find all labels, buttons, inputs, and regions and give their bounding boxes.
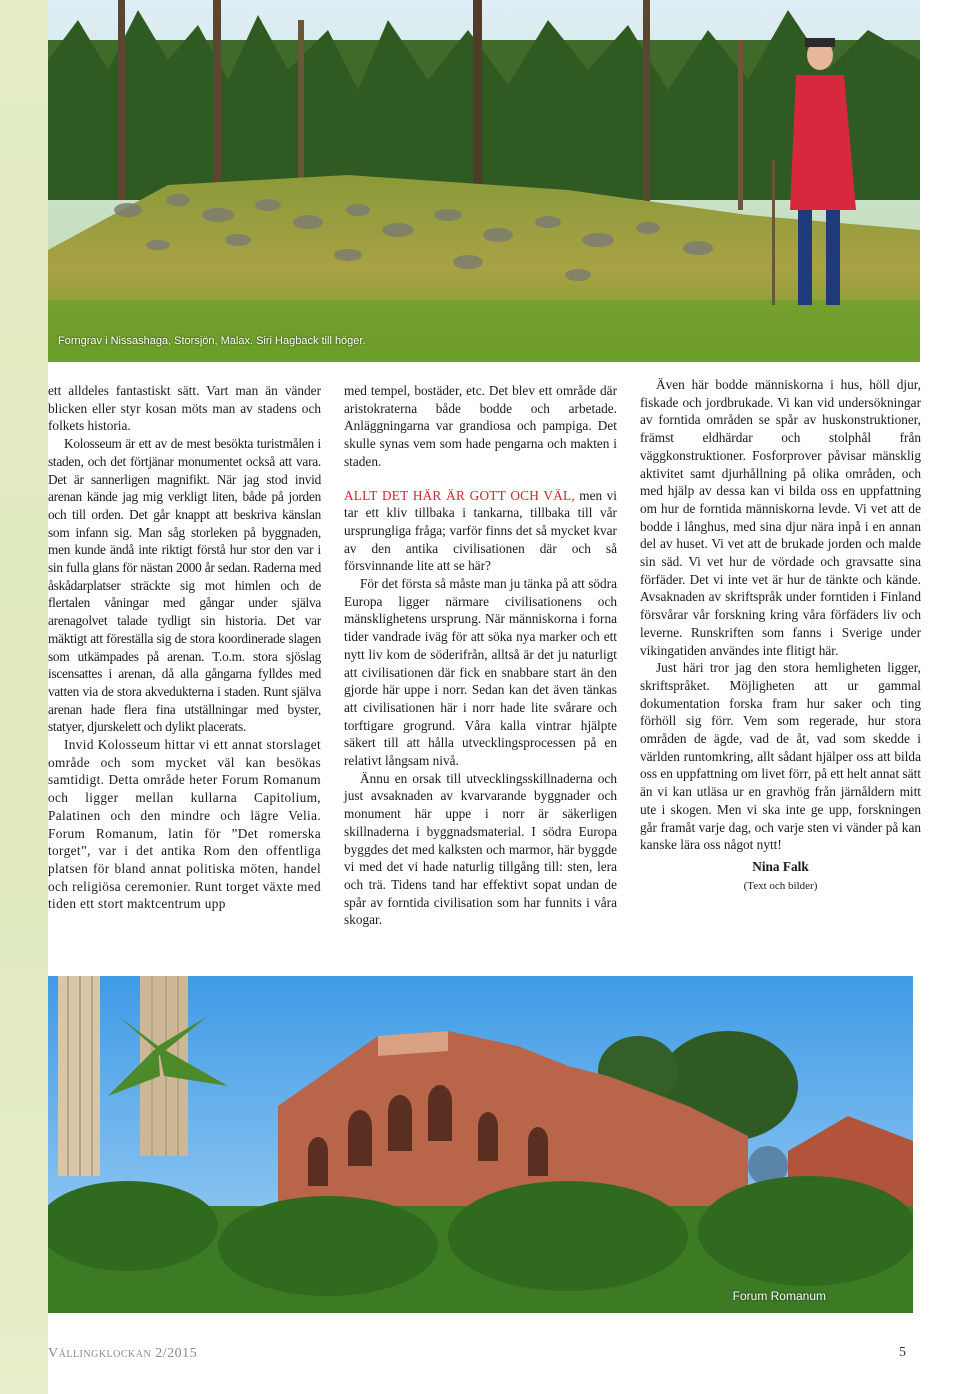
section-lead-in: ALLT DET HÄR ÄR GOTT OCH VÄL, xyxy=(344,487,575,503)
col1-paragraph-1: ett alldeles fantastiskt sätt. Vart man än vänder blicken eller styr kosan möts man av stadens och folkets historia. xyxy=(48,383,321,434)
col3-paragraph-1: Även här bodde människorna i hus, höll djur, fiskade och jordbrukade. Vi kan vid undersökningar av forntida områden se spår av huskonstruktioner, främst eldhärdar och stolphål från väggkonstruktioner. Fosforprover påvisar mänsklig aktivitet samt djurhållning på olika områden, och med hjälp av dessa kan vi bilda oss en uppfattning om hur de forntida människorna levde. Vi vet att de bodde i långhus, med sina djur nära inpå i en annan del av huset. Vi vet att de brukade jorden och malde sin säd. Vi vet hur de vördade och gravsatte sina förfäder. Det vi inte vet är hur de tänkte och kände. Avsaknaden av skriftspråk under forntiden i Finland försvårar vår forskning kring våra förfäders liv och leverne. Runskriften som fanns i Sverige under vikingatiden användes inte flitigt här. xyxy=(640,377,921,658)
col1-paragraph-3: Invid Kolosseum hittar vi ett annat storslaget område och som mycket väl kan besökas samtidigt. Detta område heter Forum Romanum och ligger mellan kullarna Capitolium, Palatinen och den mindre och lägre Velia. Forum Romanum, latin för ”Det romerska torget”, var i det antika Rom den offentliga platsen för bland annat politiska möten, handel och religiösa ceremonier. Runt torget växte med tiden ett stort maktcentrum upp xyxy=(48,737,321,912)
top-photo-caption: Forngrav i Nissashaga, Storsjön, Malax. Siri Hagback till höger. xyxy=(58,335,366,347)
col3-paragraph-2: Just häri tror jag den stora hemligheten ligger, skriftspråket. Möjligheten att ur gammal dokumentation forska fram hur saker och ting förhöll sig förr. Vem som regerade, hur stora områden de ägde, vad de åt, vad som skedde i världen runtomkring, allt sådant hjälper oss att bilda oss en uppfattning om livet förr, på ett helt annat sätt än vi kan utläsa ur en gravhög från järnåldern mitt ute i skogen. Men vi ska inte ge upp, forskningen går framåt varje dag, och varje sten vi vänder på kan kanske lära oss något nytt! xyxy=(640,660,921,853)
col2-paragraph-1: med tempel, bostäder, etc. Det blev ett område där aristokraterna både bodde och arbetade. Anläggningarna var grandiosa och pampiga. Det skulle synas vem som hade pengarna och makten i staden. xyxy=(344,383,617,469)
left-margin-band xyxy=(0,0,48,1394)
col2-paragraph-2: ALLT DET HÄR ÄR GOTT OCH VÄL, men vi tar ett kliv tillbaka i tankarna, tillbaka till vår ursprungliga fråga; varför finns det så mycket kvar av den antika civilisationen där och så försvinnande lite att se här? xyxy=(344,487,617,574)
text-column-1 xyxy=(48,382,321,913)
author-credit: (Text och bilder) xyxy=(743,879,818,892)
author-name: Nina Falk xyxy=(752,858,809,874)
bottom-photo-caption: Forum Romanum xyxy=(732,1289,826,1303)
magazine-issue: Vällingklockan 2/2015 xyxy=(48,1346,198,1361)
bottom-photo xyxy=(48,976,913,1313)
forest-grave-image xyxy=(48,0,920,362)
forum-romanum-image xyxy=(48,976,913,1313)
text-column-3 xyxy=(640,376,921,895)
col2-paragraph-3: För det första så måste man ju tänka på att södra Europa ligger närmare civilisationens och mänsklighetens ursprung. När människorna i forna tider vandrade iväg för att söka nya marker och ett nytt liv kom de söderifrån, alltså är det ju naturligt att civilisationen där fick en snabbare start än den gjorde här uppe i norr. Sedan kan det även tänkas att civilisationen här i norr hade lite svårare och torftigare grogrund. Våra kalla vintrar hjälpte säkert till att hålla utvecklingsprocessen på en relativt långsam nivå. xyxy=(344,576,617,769)
col1-paragraph-2: Kolosseum är ett av de mest besökta turistmålen i staden, och det förtjänar monumentet också att vara. Det är sannerligen magnifikt. När jag stod invid arenan kände jag mig verkligt liten, både på jorden och till orden. Det går knappt att beskriva känslan som infann sig. Man såg storleken på byggnaden, men kunde ändå inte riktigt förstå hur stor den var i sin fulla glans för nästan 2000 år sedan. Raderna med åskådarplatser sträckte sig mot himlen och de flertalen våningar med gångar under själva arenagolvet talade tydligt sin historia. Det var mäktigt att föreställa sig de stora koordinerade slagen som utkämpades på arenan. T.o.m. stora sjöslag iscensattes i arenan, då alla gångarna fylldes med vatten via de stora akvedukterna i staden. Runt själva arenan hade flera fina utställningar med byster, statyer, djurskelett och dylikt placerats. xyxy=(48,436,321,735)
page-number: 5 xyxy=(899,1345,906,1360)
top-photo xyxy=(48,0,920,362)
col2-paragraph-4: Ännu en orsak till utvecklingsskillnaderna och just avsaknaden av kvarvarande byggnader och monument här uppe i norr är säkerligen skillnaderna i byggnadsmaterial. I södra Europa byggdes det med kalksten och marmor, här byggde vi med det vi hade naturlig tillgång till: sten, lera och trä. Tidens tand har effektivt sopat undan de spår av forntida civilisation som har funnits i våra skogar. xyxy=(344,770,617,928)
text-column-2 xyxy=(344,382,617,929)
